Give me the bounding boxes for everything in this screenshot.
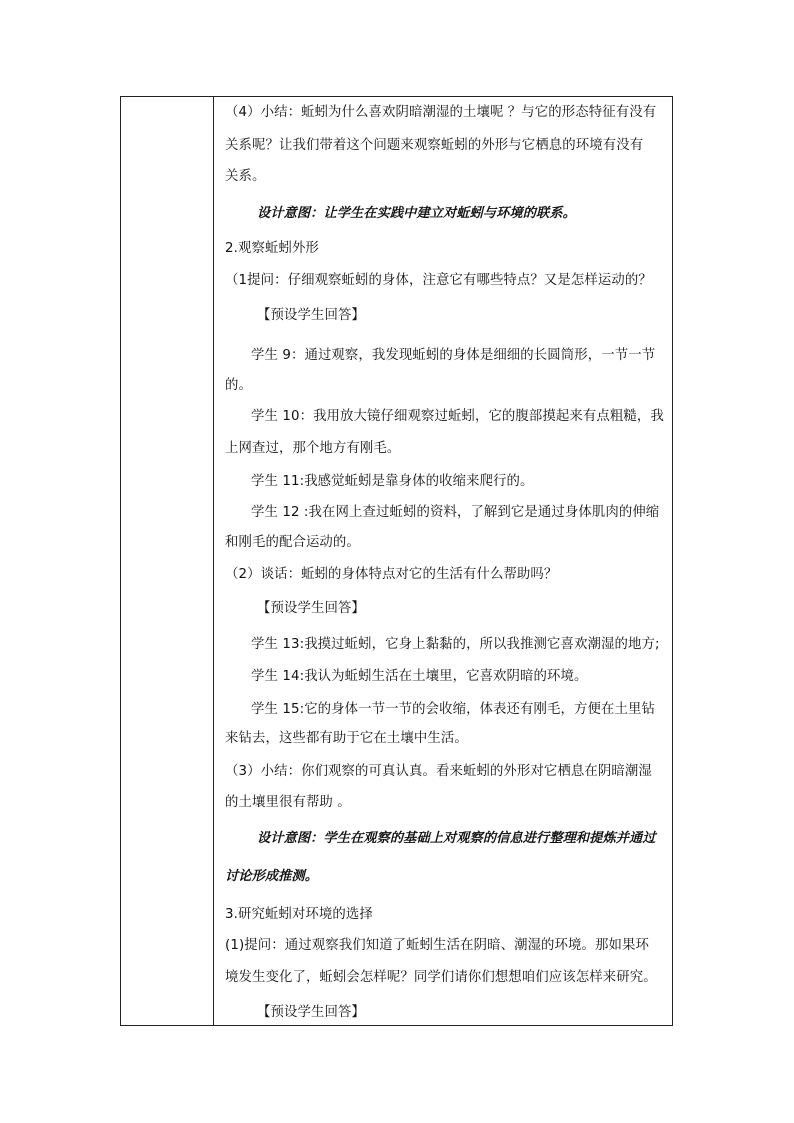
- section-heading: 3.研究蚯蚓对环境的选择: [225, 907, 373, 922]
- summary-line: 的土壤里很有帮助 。: [225, 795, 351, 810]
- summary-line: （4）小结：蚯蚓为什么喜欢阴暗潮湿的土壤呢 ？与它的形态特征有没有: [225, 105, 657, 120]
- preset-answer-heading: 【预设学生回答】: [257, 1005, 365, 1020]
- student-answer: 学生 13:我摸过蚯蚓，它身上黏黏的，所以我推测它喜欢潮湿的地方;: [251, 637, 660, 652]
- question-line: 境发生变化了，蚯蚓会怎样呢？同学们请你们想想咱们应该怎样来研究。: [225, 970, 657, 985]
- design-intent: 设计意图：学生在观察的基础上对观察的信息进行整理和提炼并通过: [257, 831, 656, 846]
- design-intent: 讨论形成推测。: [225, 869, 319, 884]
- student-answer: 上网查过，那个地方有刚毛。: [225, 441, 401, 456]
- student-answer: 的。: [225, 378, 252, 393]
- question-line: （2）谈话：蚯蚓的身体特点对它的生活有什么帮助吗？: [225, 567, 558, 582]
- student-answer: 学生 14:我认为蚯蚓生活在土壤里，它喜欢阴暗的环境。: [251, 669, 588, 684]
- section-heading: 2.观察蚯蚓外形: [225, 241, 319, 256]
- summary-line: 关系呢？让我们带着这个问题来观察蚯蚓的外形与它栖息的环境有没有: [225, 138, 644, 153]
- design-intent: 设计意图：让学生在实践中建立对蚯蚓与环境的联系。: [257, 206, 576, 221]
- preset-answer-heading: 【预设学生回答】: [257, 601, 365, 616]
- student-answer: 学生 10：我用放大镜仔细观察过蚯蚓，它的腹部摸起来有点粗糙，我: [251, 409, 664, 424]
- student-answer: 学生 15:它的身体一节一节的会收缩，体表还有刚毛，方便在土里钻: [251, 702, 655, 717]
- student-answer: 学生 11:我感觉蚯蚓是靠身体的收缩来爬行的。: [251, 474, 534, 489]
- preset-answer-heading: 【预设学生回答】: [257, 308, 365, 323]
- student-answer: 学生 9：通过观察，我发现蚯蚓的身体是细细的长圆筒形，一节一节: [251, 348, 656, 363]
- lesson-table: [120, 96, 673, 1026]
- table-left-cell: [121, 97, 214, 1025]
- student-answer: 来钻去，这些都有助于它在土壤中生活。: [225, 731, 468, 746]
- question-line: (1)提问：通过观察我们知道了蚯蚓生活在阴暗、潮湿的环境。那如果环: [225, 938, 649, 953]
- student-answer: 和刚毛的配合运动的。: [225, 535, 360, 550]
- summary-line: （3）小结：你们观察的可真认真。看来蚯蚓的外形对它栖息在阴暗潮湿: [225, 764, 652, 779]
- summary-line: 关系。: [225, 169, 266, 184]
- question-line: （1提问：仔细观察蚯蚓的身体，注意它有哪些特点？又是怎样运动的？: [225, 273, 652, 288]
- student-answer: 学生 12 :我在网上查过蚯蚓的资料，了解到它是通过身体肌肉的伸缩: [251, 505, 660, 520]
